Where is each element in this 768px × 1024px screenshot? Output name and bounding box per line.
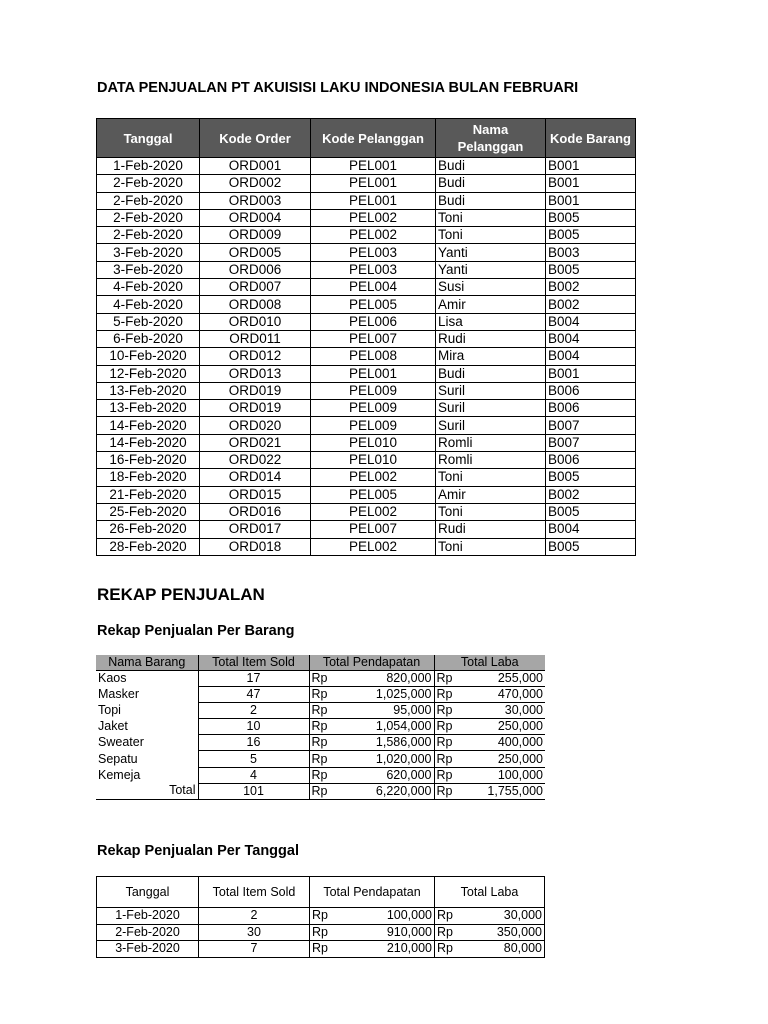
currency-label: Rp (311, 687, 328, 702)
cell-total-laba-wrap (437, 703, 544, 718)
cell-total-laba-wrap (437, 735, 544, 750)
cell-total-pendapatan (309, 783, 434, 799)
header-nama-barang: Nama Barang (96, 655, 198, 671)
amount-value: 470,000 (497, 687, 543, 702)
cell-nama-barang: Kaos (96, 671, 198, 687)
cell-kode-barang: B005 (546, 538, 636, 555)
cell-kode-order: ORD002 (200, 175, 311, 192)
cell-nama-barang: Topi (96, 703, 198, 719)
table-row (97, 296, 636, 313)
cell-nama-pelanggan: Yanti (436, 244, 546, 261)
cell-kode-order: ORD003 (200, 192, 311, 209)
cell-total-item-sold: 101 (198, 783, 309, 799)
cell-kode-barang: B006 (546, 452, 636, 469)
currency-label: Rp (436, 735, 453, 750)
cell-kode-barang: B002 (546, 279, 636, 296)
cell-tanggal: 16-Feb-2020 (97, 452, 200, 469)
amount-value: 1,054,000 (375, 719, 432, 734)
cell-total-pendapatan (310, 908, 435, 925)
cell-total-item-sold: 10 (198, 719, 309, 735)
cell-kode-pelanggan: PEL009 (311, 400, 436, 417)
cell-tanggal: 3-Feb-2020 (97, 941, 199, 958)
table-row (97, 365, 636, 382)
table-header-row (97, 119, 636, 158)
cell-nama-pelanggan: Budi (436, 192, 546, 209)
currency-label: Rp (311, 751, 328, 766)
table-row (96, 767, 545, 783)
cell-tanggal: 14-Feb-2020 (97, 434, 200, 451)
cell-nama-pelanggan: Lisa (436, 313, 546, 330)
cell-kode-order: ORD010 (200, 313, 311, 330)
header-kode-pelanggan: Kode Pelanggan (311, 119, 436, 158)
cell-tanggal: 14-Feb-2020 (97, 417, 200, 434)
cell-total-pendapatan-wrap (312, 719, 432, 734)
cell-tanggal: 25-Feb-2020 (97, 503, 200, 520)
cell-total-laba (434, 719, 545, 735)
cell-kode-order: ORD013 (200, 365, 311, 382)
cell-kode-barang: B001 (546, 175, 636, 192)
cell-total-pendapatan (310, 941, 435, 958)
table-row (97, 348, 636, 365)
header-total-item-sold: Total Item Sold (198, 655, 309, 671)
table-row (97, 279, 636, 296)
cell-total-pendapatan (310, 924, 435, 941)
amount-value: 1,586,000 (375, 735, 432, 750)
currency-label: Rp (437, 924, 453, 939)
table-row (97, 908, 545, 925)
cell-total-item-sold: 2 (199, 908, 310, 925)
cell-kode-order: ORD019 (200, 400, 311, 417)
header-total-item-sold: Total Item Sold (199, 877, 310, 908)
cell-total-laba-wrap (437, 752, 544, 767)
cell-nama-barang: Sepatu (96, 751, 198, 767)
cell-kode-barang: B001 (546, 158, 636, 175)
currency-label: Rp (436, 671, 453, 686)
cell-total-pendapatan (309, 719, 434, 735)
table-row (97, 227, 636, 244)
cell-total-laba-wrap (437, 784, 544, 799)
amount-value: 250,000 (497, 719, 543, 734)
cell-total-laba (434, 783, 545, 799)
table-row (97, 486, 636, 503)
cell-kode-barang: B007 (546, 417, 636, 434)
cell-nama-pelanggan: Mira (436, 348, 546, 365)
cell-kode-barang: B004 (546, 348, 636, 365)
currency-label: Rp (436, 687, 453, 702)
rekap-tanggal-table (96, 876, 545, 958)
cell-kode-order: ORD014 (200, 469, 311, 486)
cell-kode-pelanggan: PEL007 (311, 330, 436, 347)
cell-nama-pelanggan: Rudi (436, 330, 546, 347)
cell-total-pendapatan (309, 751, 434, 767)
cell-nama-pelanggan: Romli (436, 452, 546, 469)
cell-total-laba (434, 735, 545, 751)
cell-kode-barang: B001 (546, 365, 636, 382)
table-row (97, 452, 636, 469)
cell-total-pendapatan-wrap (312, 941, 432, 956)
header-tanggal: Tanggal (97, 119, 200, 158)
amount-value: 255,000 (497, 671, 543, 686)
cell-total-pendapatan (309, 671, 434, 687)
currency-label: Rp (312, 908, 328, 923)
cell-total-pendapatan-wrap (312, 687, 432, 702)
cell-nama-barang: Sweater (96, 735, 198, 751)
cell-kode-pelanggan: PEL001 (311, 192, 436, 209)
cell-total-item-sold: 47 (198, 687, 309, 703)
cell-kode-pelanggan: PEL005 (311, 296, 436, 313)
cell-total-laba (435, 924, 545, 941)
cell-kode-pelanggan: PEL004 (311, 279, 436, 296)
currency-label: Rp (311, 671, 328, 686)
cell-total-pendapatan-wrap (312, 703, 432, 718)
table-row (97, 192, 636, 209)
cell-nama-pelanggan: Toni (436, 469, 546, 486)
cell-total-pendapatan (309, 735, 434, 751)
cell-total-laba-wrap (437, 941, 542, 956)
cell-tanggal: 28-Feb-2020 (97, 538, 200, 555)
cell-nama-pelanggan: Suril (436, 382, 546, 399)
cell-total-laba (435, 908, 545, 925)
table-row (97, 417, 636, 434)
cell-total-pendapatan-wrap (312, 784, 432, 799)
cell-tanggal: 4-Feb-2020 (97, 279, 200, 296)
cell-kode-order: ORD021 (200, 434, 311, 451)
cell-kode-barang: B005 (546, 209, 636, 226)
cell-tanggal: 2-Feb-2020 (97, 227, 200, 244)
currency-label: Rp (311, 735, 328, 750)
table-row (97, 158, 636, 175)
currency-label: Rp (312, 941, 328, 956)
cell-tanggal: 1-Feb-2020 (97, 158, 200, 175)
cell-nama-pelanggan: Suril (436, 400, 546, 417)
cell-total-laba (434, 687, 545, 703)
cell-tanggal: 1-Feb-2020 (97, 908, 199, 925)
header-nama-pelanggan: Nama Pelanggan (436, 119, 546, 158)
currency-label: Rp (436, 767, 453, 782)
cell-kode-pelanggan: PEL010 (311, 434, 436, 451)
amount-value: 95,000 (393, 703, 432, 718)
cell-kode-pelanggan: PEL003 (311, 261, 436, 278)
amount-value: 30,000 (504, 703, 543, 718)
amount-value: 910,000 (386, 924, 432, 939)
total-row (96, 783, 545, 799)
cell-kode-order: ORD007 (200, 279, 311, 296)
cell-kode-order: ORD008 (200, 296, 311, 313)
table-row (97, 244, 636, 261)
cell-total-laba (435, 941, 545, 958)
cell-total-pendapatan-wrap (312, 735, 432, 750)
cell-tanggal: 6-Feb-2020 (97, 330, 200, 347)
cell-kode-order: ORD011 (200, 330, 311, 347)
cell-nama-pelanggan: Toni (436, 538, 546, 555)
cell-total-pendapatan-wrap (312, 768, 432, 783)
table-row (97, 261, 636, 278)
cell-total-item-sold: 5 (198, 751, 309, 767)
cell-kode-barang: B004 (546, 521, 636, 538)
cell-nama-pelanggan: Budi (436, 158, 546, 175)
table-row (97, 382, 636, 399)
cell-tanggal: 3-Feb-2020 (97, 261, 200, 278)
cell-kode-barang: B002 (546, 296, 636, 313)
cell-tanggal: 13-Feb-2020 (97, 400, 200, 417)
table-row (97, 209, 636, 226)
cell-nama-pelanggan: Amir (436, 296, 546, 313)
table-row (97, 538, 636, 555)
table-header-row (97, 877, 545, 908)
currency-label: Rp (436, 719, 453, 734)
cell-tanggal: 10-Feb-2020 (97, 348, 200, 365)
cell-nama-pelanggan: Toni (436, 227, 546, 244)
table-header-row (96, 655, 545, 671)
cell-nama-barang: Jaket (96, 719, 198, 735)
rekap-barang-title: Rekap Penjualan Per Barang (97, 623, 295, 639)
cell-kode-order: ORD015 (200, 486, 311, 503)
cell-kode-order: ORD012 (200, 348, 311, 365)
cell-kode-barang: B006 (546, 400, 636, 417)
currency-label: Rp (436, 783, 453, 798)
amount-value: 6,220,000 (375, 783, 432, 798)
amount-value: 400,000 (497, 735, 543, 750)
table-row (97, 941, 545, 958)
cell-kode-order: ORD001 (200, 158, 311, 175)
cell-nama-pelanggan: Susi (436, 279, 546, 296)
cell-total-pendapatan (309, 687, 434, 703)
cell-kode-barang: B007 (546, 434, 636, 451)
currency-label: Rp (436, 703, 453, 718)
cell-total-item-sold: 30 (199, 924, 310, 941)
amount-value: 620,000 (386, 767, 432, 782)
cell-total-item-sold: 16 (198, 735, 309, 751)
currency-label: Rp (311, 783, 328, 798)
amount-value: 350,000 (496, 924, 542, 939)
cell-tanggal: 5-Feb-2020 (97, 313, 200, 330)
cell-total-laba-wrap (437, 671, 544, 686)
cell-kode-pelanggan: PEL001 (311, 158, 436, 175)
cell-kode-order: ORD009 (200, 227, 311, 244)
amount-value: 250,000 (497, 751, 543, 766)
cell-total-item-sold: 17 (198, 671, 309, 687)
table-row (96, 703, 545, 719)
cell-total-item-sold: 2 (198, 703, 309, 719)
cell-kode-order: ORD018 (200, 538, 311, 555)
cell-total-laba-wrap (437, 908, 542, 923)
rekap-tanggal-title: Rekap Penjualan Per Tanggal (97, 843, 299, 859)
document-title: DATA PENJUALAN PT AKUISISI LAKU INDONESIA BULAN FEBRUARI (97, 80, 579, 96)
currency-label: Rp (437, 941, 453, 956)
amount-value: 30,000 (503, 908, 542, 923)
cell-kode-order: ORD022 (200, 452, 311, 469)
cell-kode-barang: B001 (546, 192, 636, 209)
currency-label: Rp (437, 908, 453, 923)
cell-tanggal: 3-Feb-2020 (97, 244, 200, 261)
cell-total-laba (434, 703, 545, 719)
cell-kode-pelanggan: PEL003 (311, 244, 436, 261)
cell-total-pendapatan-wrap (312, 925, 432, 940)
cell-tanggal: 18-Feb-2020 (97, 469, 200, 486)
cell-nama-pelanggan: Budi (436, 175, 546, 192)
cell-nama-pelanggan: Yanti (436, 261, 546, 278)
table-row (96, 671, 545, 687)
cell-kode-pelanggan: PEL009 (311, 382, 436, 399)
cell-kode-pelanggan: PEL005 (311, 486, 436, 503)
cell-kode-pelanggan: PEL002 (311, 469, 436, 486)
cell-kode-pelanggan: PEL007 (311, 521, 436, 538)
sales-data-table (96, 118, 636, 556)
cell-kode-pelanggan: PEL008 (311, 348, 436, 365)
cell-total-laba (434, 767, 545, 783)
cell-kode-pelanggan: PEL002 (311, 227, 436, 244)
cell-total-laba-wrap (437, 719, 544, 734)
amount-value: 1,025,000 (375, 687, 432, 702)
table-row (97, 469, 636, 486)
cell-total-laba-wrap (437, 687, 544, 702)
cell-tanggal: 12-Feb-2020 (97, 365, 200, 382)
cell-nama-pelanggan: Toni (436, 209, 546, 226)
cell-kode-barang: B005 (546, 503, 636, 520)
table-row (96, 751, 545, 767)
amount-value: 1,755,000 (487, 783, 543, 798)
cell-tanggal: 2-Feb-2020 (97, 924, 199, 941)
cell-kode-barang: B003 (546, 244, 636, 261)
currency-label: Rp (311, 703, 328, 718)
cell-nama-pelanggan: Amir (436, 486, 546, 503)
table-row (97, 400, 636, 417)
cell-kode-pelanggan: PEL002 (311, 209, 436, 226)
header-tanggal: Tanggal (97, 877, 199, 908)
table-row (96, 687, 545, 703)
cell-kode-pelanggan: PEL001 (311, 365, 436, 382)
cell-tanggal: 26-Feb-2020 (97, 521, 200, 538)
cell-kode-barang: B004 (546, 330, 636, 347)
cell-tanggal: 2-Feb-2020 (97, 192, 200, 209)
currency-label: Rp (311, 767, 328, 782)
header-kode-order: Kode Order (200, 119, 311, 158)
header-kode-barang: Kode Barang (546, 119, 636, 158)
cell-total-pendapatan (309, 767, 434, 783)
cell-tanggal: 2-Feb-2020 (97, 209, 200, 226)
amount-value: 80,000 (503, 941, 542, 956)
table-row (97, 924, 545, 941)
cell-kode-pelanggan: PEL002 (311, 538, 436, 555)
cell-total-pendapatan (309, 703, 434, 719)
cell-nama-pelanggan: Romli (436, 434, 546, 451)
cell-kode-barang: B005 (546, 227, 636, 244)
table-row (97, 330, 636, 347)
cell-kode-order: ORD020 (200, 417, 311, 434)
table-row (96, 735, 545, 751)
header-total-laba: Total Laba (434, 655, 545, 671)
cell-nama-barang: Kemeja (96, 767, 198, 783)
cell-kode-order: ORD016 (200, 503, 311, 520)
header-total-pendapatan: Total Pendapatan (310, 877, 435, 908)
cell-total-laba (434, 751, 545, 767)
table-row (97, 521, 636, 538)
header-total-laba: Total Laba (435, 877, 545, 908)
cell-kode-order: ORD017 (200, 521, 311, 538)
cell-nama-barang: Masker (96, 687, 198, 703)
cell-kode-order: ORD005 (200, 244, 311, 261)
cell-kode-pelanggan: PEL010 (311, 452, 436, 469)
amount-value: 1,020,000 (375, 751, 432, 766)
cell-kode-barang: B005 (546, 469, 636, 486)
cell-nama-pelanggan: Budi (436, 365, 546, 382)
cell-kode-barang: B006 (546, 382, 636, 399)
cell-kode-barang: B005 (546, 261, 636, 278)
amount-value: 100,000 (386, 908, 432, 923)
cell-kode-barang: B004 (546, 313, 636, 330)
table-row (96, 719, 545, 735)
amount-value: 100,000 (497, 767, 543, 782)
cell-kode-barang: B002 (546, 486, 636, 503)
cell-total-pendapatan-wrap (312, 908, 432, 923)
currency-label: Rp (312, 924, 328, 939)
cell-kode-pelanggan: PEL006 (311, 313, 436, 330)
table-row (97, 313, 636, 330)
cell-tanggal: 2-Feb-2020 (97, 175, 200, 192)
cell-kode-pelanggan: PEL001 (311, 175, 436, 192)
cell-total-pendapatan-wrap (312, 671, 432, 686)
header-total-pendapatan: Total Pendapatan (309, 655, 434, 671)
rekap-title: REKAP PENJUALAN (97, 585, 265, 604)
cell-kode-pelanggan: PEL002 (311, 503, 436, 520)
rekap-barang-table (96, 655, 545, 800)
total-label: Total (96, 783, 198, 799)
cell-kode-pelanggan: PEL009 (311, 417, 436, 434)
cell-total-item-sold: 4 (198, 767, 309, 783)
cell-total-laba (434, 671, 545, 687)
cell-total-laba-wrap (437, 925, 542, 940)
cell-kode-order: ORD006 (200, 261, 311, 278)
cell-kode-order: ORD019 (200, 382, 311, 399)
cell-nama-pelanggan: Suril (436, 417, 546, 434)
cell-kode-order: ORD004 (200, 209, 311, 226)
cell-total-laba-wrap (437, 768, 544, 783)
cell-tanggal: 4-Feb-2020 (97, 296, 200, 313)
amount-value: 210,000 (386, 941, 432, 956)
table-row (97, 503, 636, 520)
cell-tanggal: 13-Feb-2020 (97, 382, 200, 399)
amount-value: 820,000 (386, 671, 432, 686)
cell-nama-pelanggan: Toni (436, 503, 546, 520)
table-row (97, 434, 636, 451)
table-row (97, 175, 636, 192)
cell-tanggal: 21-Feb-2020 (97, 486, 200, 503)
cell-nama-pelanggan: Rudi (436, 521, 546, 538)
currency-label: Rp (311, 719, 328, 734)
currency-label: Rp (436, 751, 453, 766)
cell-total-item-sold: 7 (199, 941, 310, 958)
cell-total-pendapatan-wrap (312, 752, 432, 767)
